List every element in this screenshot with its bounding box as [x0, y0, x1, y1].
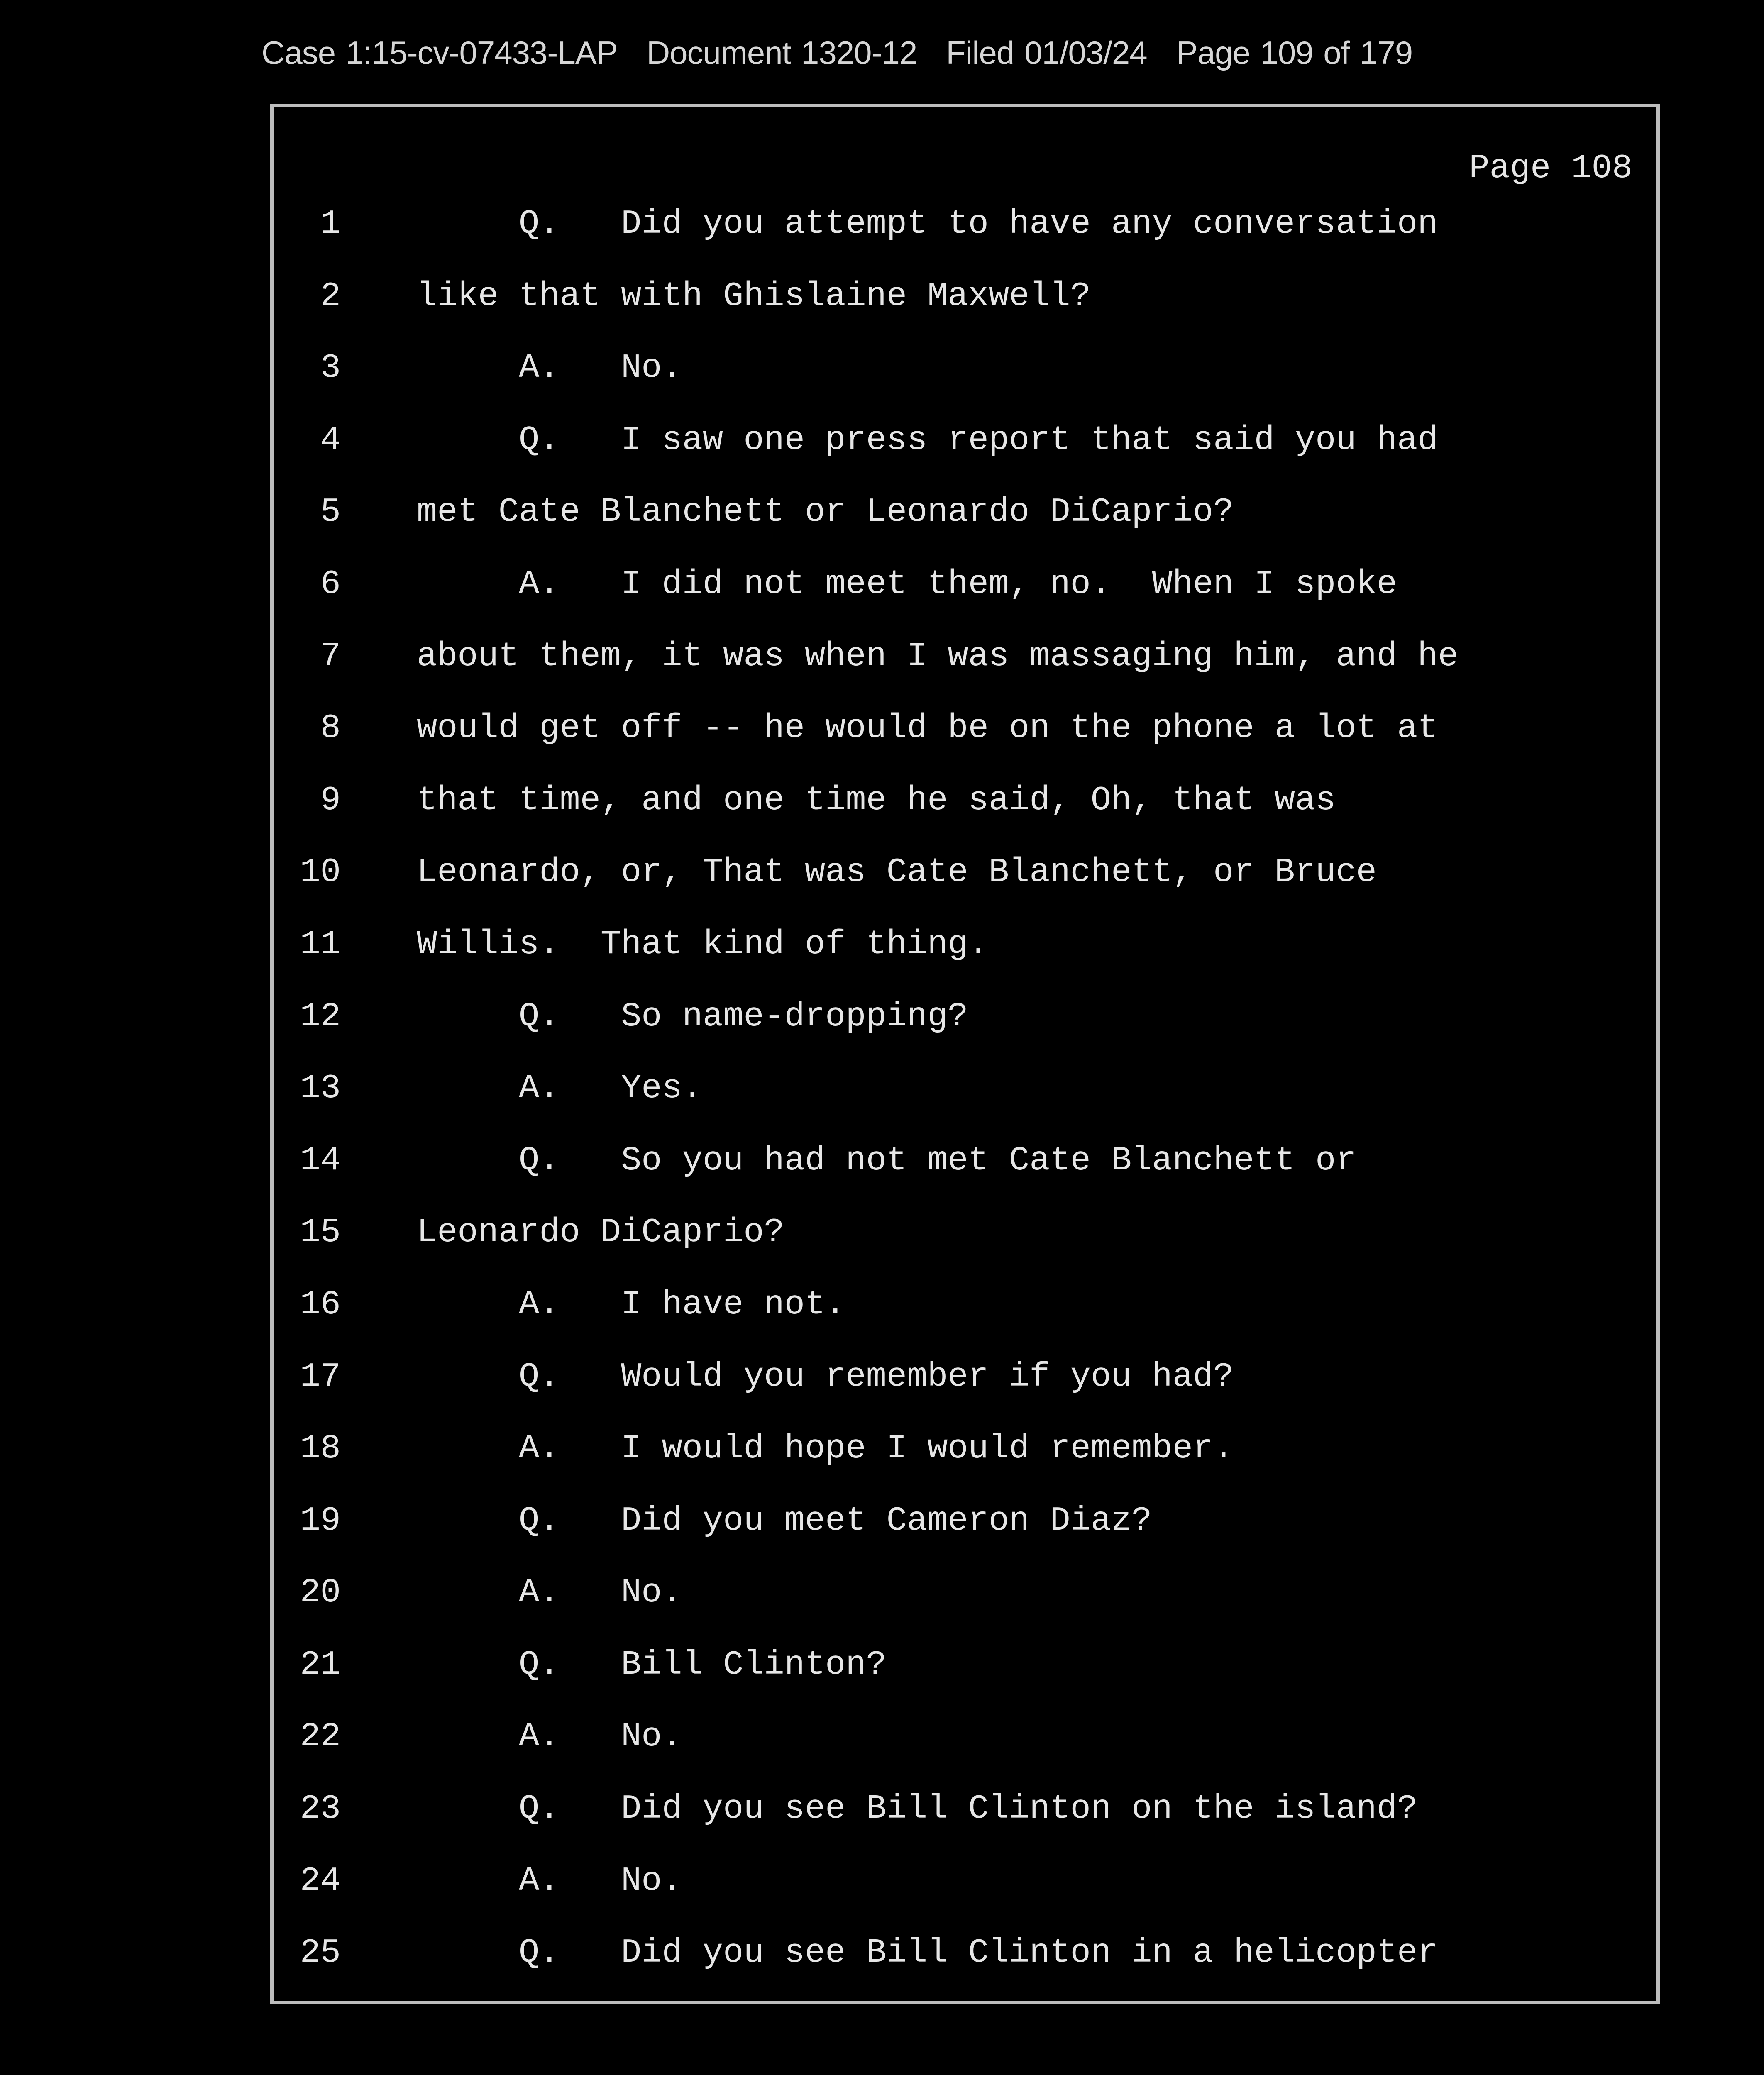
- transcript-line: [274, 711, 1656, 784]
- line-text: Q. So you had not met Cate Blanchett or: [417, 1141, 1356, 1180]
- line-text: Q. Did you see Bill Clinton in a helicopter: [417, 1933, 1438, 1972]
- line-text: would get off -- he would be on the phone a lot at: [417, 709, 1438, 748]
- transcript-line: [274, 855, 1656, 928]
- line-text: Willis. That kind of thing.: [417, 925, 989, 964]
- line-number: 2: [320, 276, 341, 315]
- transcript-line: [274, 1501, 1656, 1576]
- line-text: like that with Ghislaine Maxwell?: [417, 276, 1091, 315]
- transcript-line: [274, 1069, 1656, 1144]
- transcript-line: [274, 781, 1656, 856]
- line-number: 19: [300, 1501, 341, 1540]
- transcript-line: [274, 276, 1656, 352]
- transcript-line: [274, 997, 1656, 1072]
- transcript-line: [274, 564, 1656, 640]
- line-number: 11: [300, 925, 341, 964]
- line-number: 5: [320, 493, 341, 532]
- transcript-line: [274, 1285, 1656, 1360]
- transcript-page-label: Page 108: [1469, 149, 1632, 188]
- line-number: 16: [300, 1285, 341, 1324]
- line-number: 13: [300, 1069, 341, 1108]
- line-text: A. No.: [417, 1717, 682, 1756]
- transcript-line: [274, 1573, 1656, 1648]
- transcript-line: [274, 1141, 1656, 1216]
- transcript-frame: [270, 104, 1660, 2004]
- transcript-line: [274, 495, 1656, 567]
- line-text: Q. Bill Clinton?: [417, 1645, 887, 1684]
- line-number: 24: [300, 1861, 341, 1900]
- line-text: A. Yes.: [417, 1069, 703, 1108]
- line-text: Leonardo DiCaprio?: [417, 1213, 784, 1252]
- line-text: Q. So name-dropping?: [417, 997, 968, 1036]
- line-number: 15: [300, 1213, 341, 1252]
- line-number: 9: [320, 781, 341, 820]
- line-text: about them, it was when I was massaging him, and he: [417, 637, 1459, 676]
- line-text: A. No.: [417, 349, 682, 388]
- line-text: A. No.: [417, 1573, 682, 1612]
- transcript-line: [274, 925, 1656, 1000]
- document-number: Document 1320-12: [646, 34, 917, 71]
- transcript-line: [274, 1645, 1656, 1720]
- line-text: Leonardo, or, That was Cate Blanchett, or Bruce: [417, 853, 1377, 892]
- line-text: A. I would hope I would remember.: [417, 1429, 1234, 1468]
- line-text: A. No.: [417, 1861, 682, 1900]
- line-number: 25: [300, 1933, 341, 1972]
- line-text: Q. Did you attempt to have any conversation: [417, 205, 1438, 243]
- pdf-page-number: Page 109 of 179: [1176, 34, 1413, 71]
- line-text: Q. Would you remember if you had?: [417, 1357, 1234, 1396]
- line-text: Q. Did you see Bill Clinton on the island?: [417, 1789, 1418, 1828]
- line-number: 23: [300, 1789, 341, 1828]
- transcript-line: [274, 1933, 1656, 2008]
- line-number: 21: [300, 1645, 341, 1684]
- transcript-lines: [274, 207, 1656, 2008]
- line-number: 6: [320, 564, 341, 603]
- transcript-line: [274, 1789, 1656, 1864]
- filed-date: Filed 01/03/24: [946, 34, 1147, 71]
- transcript-line: [274, 1357, 1656, 1432]
- line-text: met Cate Blanchett or Leonardo DiCaprio?: [417, 493, 1234, 532]
- transcript-line: [274, 1861, 1656, 1936]
- line-number: 12: [300, 997, 341, 1036]
- transcript-line: [274, 637, 1656, 712]
- line-number: 17: [300, 1357, 341, 1396]
- line-text: that time, and one time he said, Oh, that was: [417, 781, 1336, 820]
- line-text: Q. I saw one press report that said you had: [417, 420, 1438, 459]
- line-number: 10: [300, 853, 341, 892]
- line-number: 22: [300, 1717, 341, 1756]
- line-number: 7: [320, 637, 341, 676]
- line-number: 18: [300, 1429, 341, 1468]
- transcript-line: [274, 1429, 1656, 1504]
- line-number: 20: [300, 1573, 341, 1612]
- line-text: A. I did not meet them, no. When I spoke: [417, 564, 1397, 603]
- transcript-line: [274, 420, 1656, 496]
- line-text: A. I have not.: [417, 1285, 846, 1324]
- transcript-line: [274, 1213, 1656, 1288]
- line-number: 1: [320, 205, 341, 243]
- transcript-line: [274, 351, 1656, 423]
- case-number: Case 1:15-cv-07433-LAP: [261, 34, 618, 71]
- line-text: Q. Did you meet Cameron Diaz?: [417, 1501, 1152, 1540]
- transcript-line: [274, 1717, 1656, 1792]
- transcript-line: [274, 207, 1656, 279]
- line-number: 3: [320, 349, 341, 388]
- line-number: 8: [320, 709, 341, 748]
- case-header: [261, 34, 1412, 72]
- line-number: 14: [300, 1141, 341, 1180]
- line-number: 4: [320, 420, 341, 459]
